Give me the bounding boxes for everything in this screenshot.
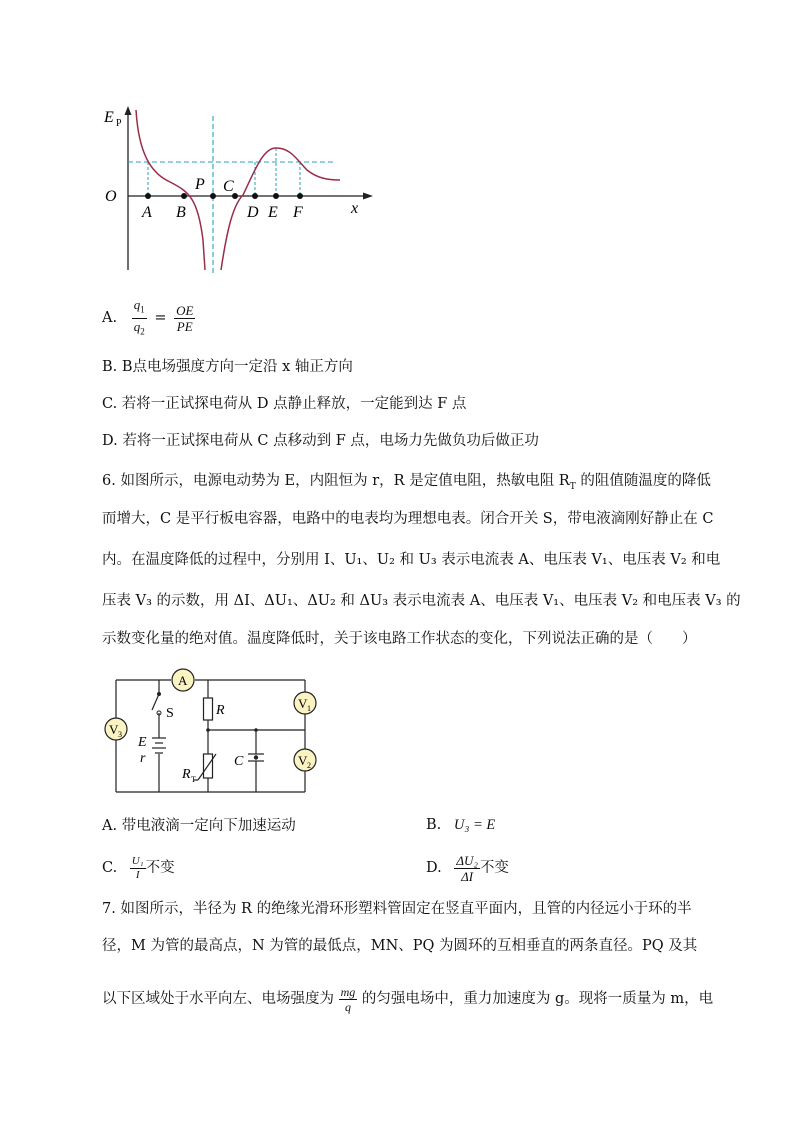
svg-text:F: F <box>293 204 303 221</box>
ammeter <box>172 669 194 691</box>
q5-option-c[interactable]: C. 若将一正试探电荷从 D 点静止释放，一定能到达 F 点 <box>102 396 467 412</box>
ep-x-graph <box>95 100 375 280</box>
svg-text:E: E <box>138 735 147 750</box>
q6-option-a[interactable]: A. 带电液滴一定向下加速运动 <box>102 818 296 834</box>
q6-option-c[interactable]: C. $\frac{\text{U₁}}{I}$ 不变 <box>102 854 175 881</box>
svg-text:C: C <box>234 754 244 769</box>
svg-text:S: S <box>166 706 174 721</box>
q6-stem-line3: 内。在温度降低的过程中，分别用 I、U₁、U₂ 和 U₃ 表示电流表 A、电压表 V₁、电压表 V₂ 和电 <box>102 552 721 568</box>
svg-text:1: 1 <box>307 704 311 713</box>
svg-text:A: A <box>142 204 152 221</box>
svg-text:P: P <box>195 176 205 193</box>
voltmeter-v1 <box>294 692 316 714</box>
svg-text:B: B <box>176 204 186 221</box>
circuit-diagram <box>100 668 330 798</box>
q5-option-a[interactable]: A. $\frac{q_1}{q_2}$ = $\frac{OE}{PE}$ <box>102 296 194 337</box>
svg-text:V: V <box>298 753 308 768</box>
q6-stem-line5: 示数变化量的绝对值。温度降低时，关于该电路工作状态的变化，下列说法正确的是（ ） <box>102 631 697 647</box>
q5-option-d[interactable]: D. 若将一正试探电荷从 C 点移动到 F 点，电场力先做负功后做正功 <box>102 433 539 449</box>
svg-text:2: 2 <box>307 761 311 770</box>
voltmeter-v3 <box>105 718 127 740</box>
x-axis-arrow <box>363 193 373 200</box>
q6-stem-line4: 压表 V₃ 的示数，用 ΔI、ΔU₁、ΔU₂ 和 ΔU₃ 表示电流表 A、电压表 V₁、电压表 V₂ 和电压表 V₃ 的 <box>102 593 741 609</box>
q7-stem-line3: 以下区域处于水平向左、电场强度为 $\frac{mg}{q}$ 的匀强电场中，重力加速度为 g。现将一质量为 m，电 <box>102 984 714 1014</box>
q7-stem-line2: 径，M 为管的最高点，N 为管的最低点，MN、PQ 为圆环的互相垂直的两条直径。PQ 及其 <box>102 938 698 954</box>
q6-stem-line1: 6. 如图所示，电源电动势为 E，内阻恒为 r，R 是定值电阻，热敏电阻 $R_T$ 的阻值随温度的降低 <box>102 473 711 492</box>
svg-text:T: T <box>191 775 196 784</box>
svg-text:V: V <box>109 722 119 737</box>
q7-stem-line1: 7. 如图所示，半径为 R 的绝缘光滑环形塑料管固定在竖直平面内，且管的内径远小于环的半 <box>102 901 692 917</box>
svg-text:R: R <box>216 703 225 718</box>
svg-text:3: 3 <box>118 730 122 739</box>
ep-curve-right <box>221 148 340 270</box>
svg-text:C: C <box>223 178 234 195</box>
voltmeter-v2 <box>294 749 316 771</box>
svg-text:D: D <box>247 204 259 221</box>
q6-option-b[interactable]: B. U₃ = E <box>426 817 496 833</box>
q6-stem-line2: 而增大，C 是平行板电容器，电路中的电表均为理想电表。闭合开关 S，带电液滴刚好静止在 C <box>102 511 714 527</box>
y-axis-arrow <box>125 106 132 115</box>
y-axis-label: E <box>104 109 114 126</box>
x-axis-label: x <box>351 200 359 217</box>
svg-text:V: V <box>298 696 308 711</box>
q6-option-d[interactable]: D. $\frac{\text{ΔU₂}}{\Delta I}$ 不变 <box>426 852 509 884</box>
origin-label: O <box>105 188 117 205</box>
svg-text:A: A <box>178 673 188 688</box>
q5-option-b[interactable]: B. B点电场强度方向一定沿 x 轴正方向 <box>102 359 353 375</box>
svg-text:P: P <box>116 118 122 129</box>
svg-text:R: R <box>182 767 191 782</box>
svg-text:r: r <box>140 751 146 766</box>
svg-text:E: E <box>268 204 278 221</box>
